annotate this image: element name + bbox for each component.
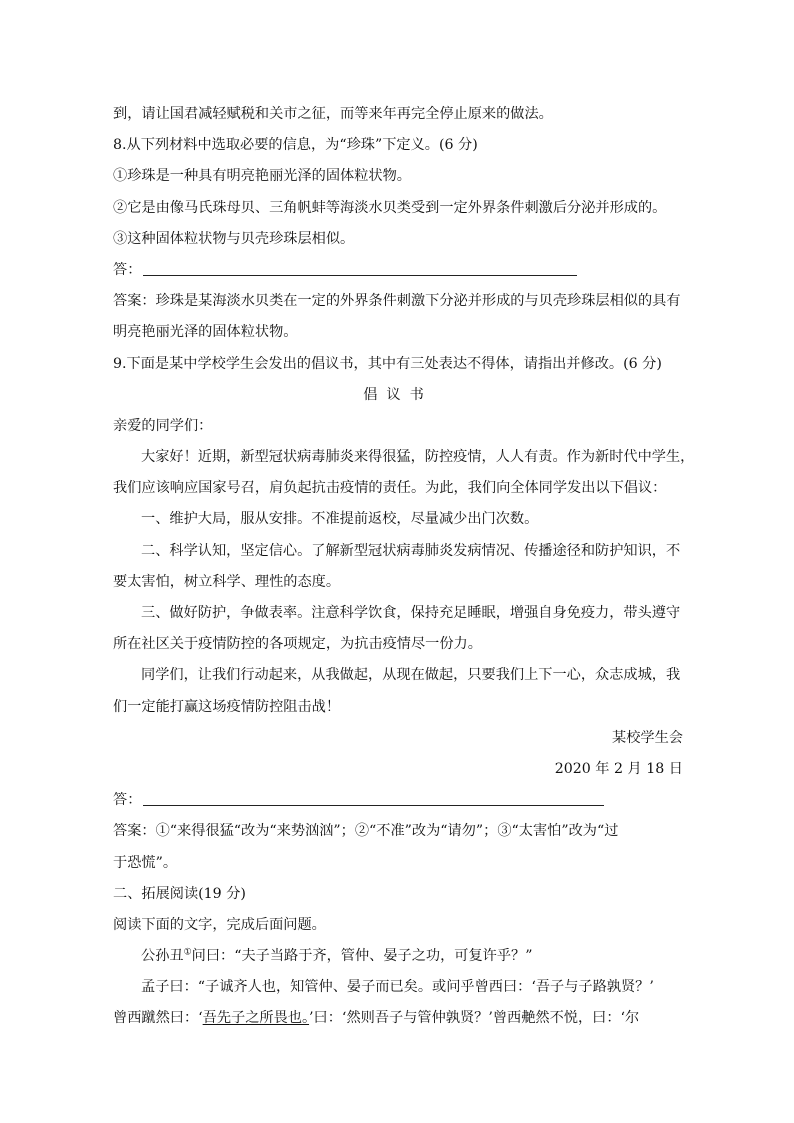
passage-text: ’曰：‘然则吾子与管仲孰贤？’曾西艴然不悦，曰：‘尔 <box>309 1010 640 1027</box>
proposal-title: 倡议书 <box>363 386 433 403</box>
answer-blank-line[interactable] <box>143 257 577 276</box>
proposal-salutation: 亲爱的同学们： <box>113 417 213 434</box>
proposal-item: 二、科学认知，坚定信心。了解新型冠状病毒肺炎发病情况、传播途径和防护知识，不 <box>141 542 681 559</box>
proposal-paragraph: 大家好！近期，新型冠状病毒肺炎来得很猛，防控疫情，人人有责。作为新时代中学生， <box>141 449 695 466</box>
answer-label: 答： <box>113 261 142 278</box>
proposal-item: 所在社区关于疫情防控的各项规定，为抗击疫情尽一份力。 <box>113 636 482 653</box>
section-2-title: 二、拓展阅读(19 分) <box>113 885 246 902</box>
document-page <box>113 99 695 1035</box>
proposal-signature: 某校学生会 <box>612 729 683 746</box>
previous-answer-tail: 到，请让国君减轻赋税和关市之征，而等来年再完全停止原来的做法。 <box>113 106 553 122</box>
answer-label: 答： <box>113 792 142 809</box>
proposal-closing: 同学们，让我们行动起来，从我做起，从现在做起，只要我们上下一心，众志成城，我 <box>141 667 681 684</box>
proposal-closing: 们一定能打赢这场疫情防控阻击战！ <box>113 698 341 715</box>
proposal-item: 一、维护大局，服从安排。不准提前返校，尽量减少出门次数。 <box>141 511 539 528</box>
passage-line: 孟子曰：“子诚齐人也，知管仲、晏子而已矣。或问乎曾西曰：‘吾子与子路孰贤？’ <box>141 979 654 996</box>
question-8-item: ②它是由像马氏珠母贝、三角帆蚌等海淡水贝类受到一定外界条件刺激后分泌并形成的。 <box>113 199 667 216</box>
underlined-sentence: 吾先子之所畏也。 <box>202 1010 310 1027</box>
question-8-answer-row <box>113 255 683 286</box>
question-8-item: ③这种固体粒状物与贝壳珍珠层相似。 <box>113 230 355 247</box>
question-8-solution: 明亮艳丽光泽的固体粒状物。 <box>113 324 298 341</box>
proposal-date: 2020 年 2 月 18 日 <box>554 760 683 777</box>
proposal-paragraph: 我们应该响应国家号召，肩负起抗击疫情的责任。为此，我们向全体同学发出以下倡议： <box>113 480 667 497</box>
question-8-item: ①珍珠是一种具有明亮艳丽光泽的固体粒状物。 <box>113 168 411 185</box>
footnote-marker[interactable]: ① <box>183 947 192 958</box>
passage-line <box>113 941 683 972</box>
question-9-solution: 于恐慌”。 <box>113 854 178 871</box>
question-8-title: 8.从下列材料中选取必要的信息，为“珍珠”下定义。(6 分) <box>113 137 478 154</box>
question-9-title: 9.下面是某中学校学生会发出的倡议书，其中有三处表达不得体，请指出并修改。(6 分) <box>113 355 662 372</box>
answer-blank-line[interactable] <box>143 787 604 806</box>
passage-text: 曾西蹴然曰：‘ <box>113 1010 203 1027</box>
passage-text: 问曰：“夫子当路于齐，管仲、晏子之功，可复许乎？” <box>191 948 533 965</box>
passage-line <box>113 1003 683 1034</box>
question-9-answer-row <box>113 785 683 816</box>
passage-text: 公孙丑 <box>141 948 184 965</box>
proposal-item: 三、做好防护，争做表率。注意科学饮食，保持充足睡眠，增强自身免疫力，带头遵守 <box>141 605 681 621</box>
section-2-instruction: 阅读下面的文字，完成后面问题。 <box>113 916 326 933</box>
proposal-item: 要太害怕，树立科学、理性的态度。 <box>113 573 341 590</box>
question-8-solution: 答案：珍珠是某海淡水贝类在一定的外界条件刺激下分泌并形成的与贝壳珍珠层相似的具有 <box>113 293 681 310</box>
question-9-solution: 答案：①“来得很猛“改为“来势汹汹”；②“不准”改为“请勿”；③“太害怕”改为“过 <box>113 823 619 840</box>
